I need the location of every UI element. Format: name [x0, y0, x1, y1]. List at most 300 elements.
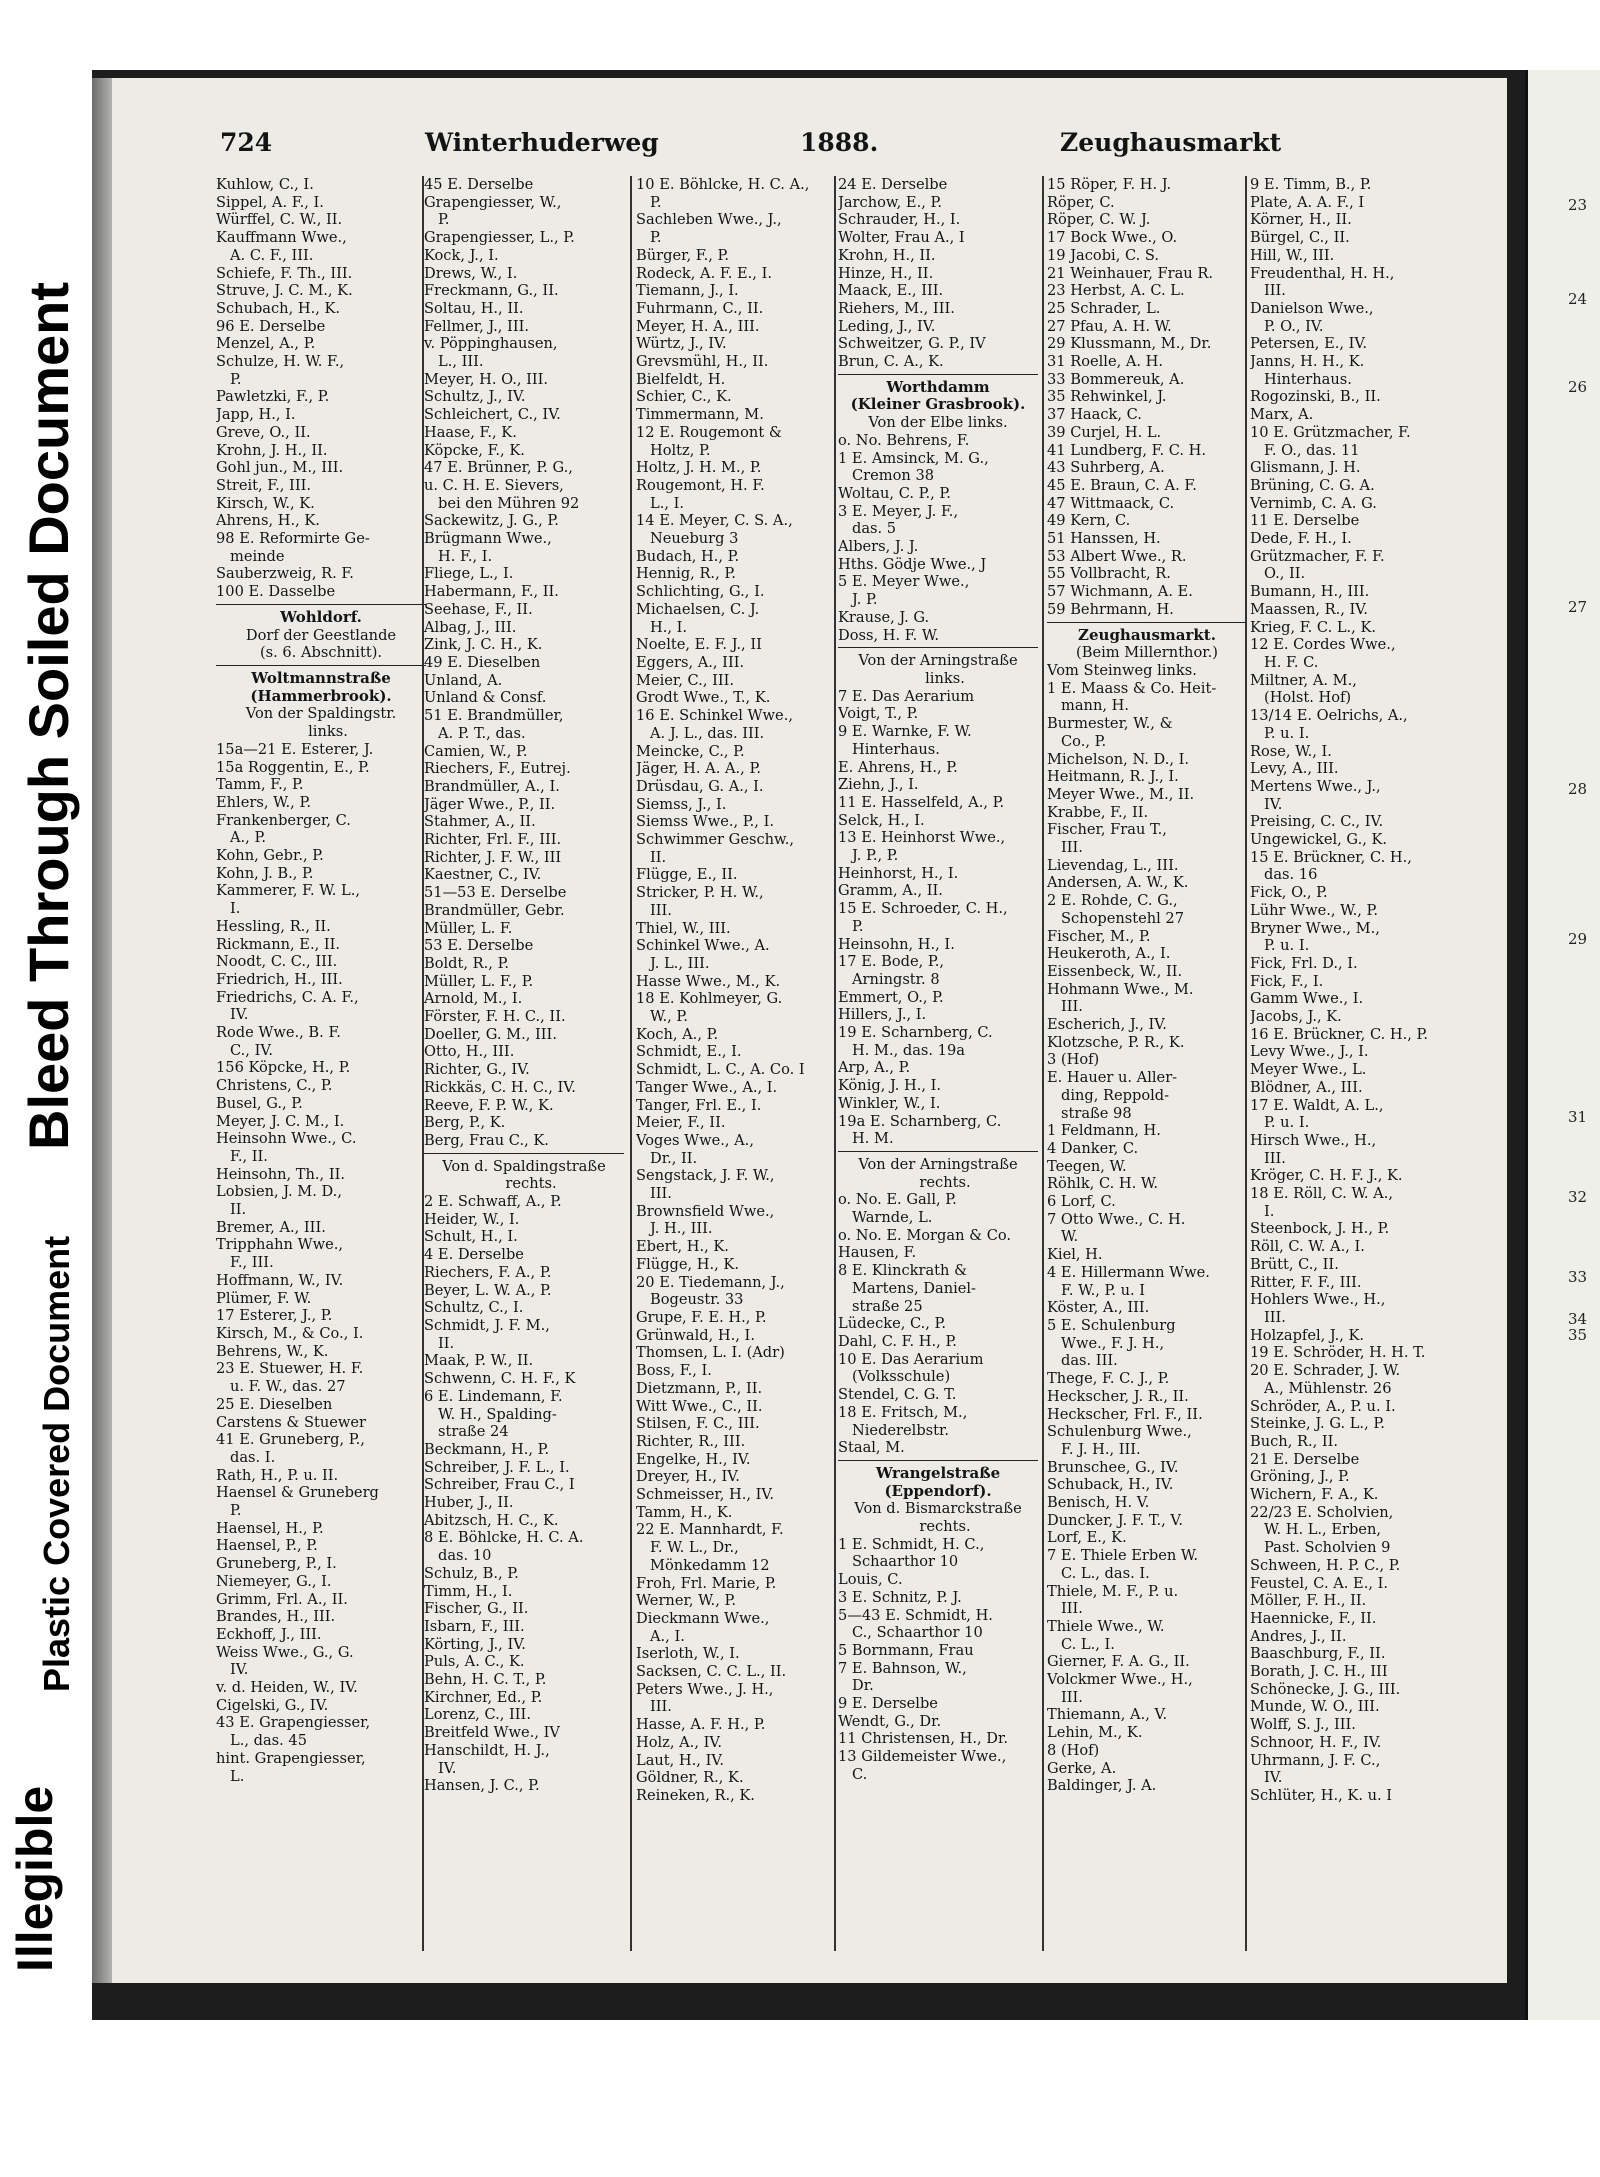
directory-entry: Berg, Frau C., K.	[424, 1131, 549, 1149]
directory-entry: J. P.	[852, 591, 878, 609]
directory-entry: Brügmann Wwe.,	[424, 530, 552, 548]
directory-entry: Grapengiesser, W.,	[424, 193, 562, 211]
directory-entry: 57 Wichmann, A. E.	[1047, 583, 1193, 601]
directory-entry: L., I.	[650, 494, 685, 512]
directory-entry: 55 Vollbracht, R.	[1047, 565, 1171, 583]
directory-entry: Schult, H., I.	[424, 1228, 518, 1246]
directory-entry: Stahmer, A., II.	[424, 813, 536, 831]
directory-entry: Mertens Wwe., J.,	[1250, 777, 1381, 795]
directory-entry: Grevsmühl, H., II.	[636, 353, 769, 371]
directory-entry: Gruneberg, P., I.	[216, 1555, 337, 1573]
directory-entry: Duncker, J. F. T., V.	[1047, 1511, 1184, 1529]
directory-entry: Kuhlow, C., I.	[216, 176, 314, 193]
directory-entry: Breitfeld Wwe., IV	[424, 1724, 560, 1742]
directory-entry: Hausen, F.	[838, 1244, 917, 1262]
directory-entry: Iserloth, W., I.	[636, 1645, 740, 1663]
directory-entry: P. O., IV.	[1264, 317, 1324, 335]
directory-entry: 59 Behrmann, H.	[1047, 600, 1174, 618]
directory-entry: Habermann, F., II.	[424, 583, 559, 601]
directory-entry: Würffel, C. W., II.	[216, 211, 343, 229]
directory-entry: Sengstack, J. F. W.,	[636, 1167, 775, 1185]
directory-entry: Grünwald, H., I.	[636, 1326, 755, 1344]
street-heading: Worthdamm	[886, 377, 990, 396]
directory-entry: Staal, M.	[838, 1439, 905, 1457]
directory-entry: 17 Esterer, J., P.	[216, 1307, 333, 1325]
directory-entry: Kröger, C. H. F. J., K.	[1250, 1167, 1403, 1185]
column-divider	[834, 176, 836, 1951]
directory-entry: Maak, P. W., II.	[424, 1352, 534, 1370]
directory-entry: Steenbock, J. H., P.	[1250, 1220, 1390, 1238]
directory-entry: Krohn, H., II.	[838, 246, 936, 264]
directory-entry: Vom Steinweg links.	[1047, 661, 1197, 679]
directory-entry: Andersen, A. W., K.	[1047, 874, 1189, 892]
directory-entry: Selck, H., I.	[838, 811, 925, 829]
directory-entry: Müller, L. F.	[424, 919, 513, 937]
directory-entry: 17 E. Bode, P.,	[838, 953, 945, 971]
directory-entry: Grapengiesser, L., P.	[424, 229, 575, 247]
facing-page-number: 29	[1568, 930, 1588, 948]
directory-column-1	[216, 176, 426, 1956]
directory-entry: 11 E. Derselbe	[1250, 512, 1360, 530]
directory-entry: Brandmüller, A., I.	[424, 777, 560, 795]
directory-entry: L., das. 45	[230, 1732, 307, 1750]
directory-entry: Dahl, C. F. H., P.	[838, 1333, 957, 1350]
directory-entry: Doss, H. F. W.	[838, 626, 939, 644]
directory-entry: Jäger Wwe., P., II.	[424, 795, 556, 813]
directory-entry: Plümer, F. W.	[216, 1289, 312, 1307]
directory-entry: 21 Weinhauer, Frau R.	[1047, 264, 1213, 282]
directory-entry: III.	[1264, 282, 1286, 300]
directory-entry: Feustel, C. A. E., I.	[1250, 1574, 1389, 1592]
directory-entry: Winkler, W., I.	[838, 1094, 941, 1112]
directory-entry: Von der Spaldingstr.	[245, 705, 397, 723]
directory-entry: 25 Schrader, L.	[1047, 299, 1161, 317]
directory-entry: Albag, J., III.	[424, 618, 517, 636]
directory-entry: Fick, F., I.	[1250, 972, 1324, 990]
directory-entry: Sachleben Wwe., J.,	[636, 211, 782, 229]
directory-column-6	[1250, 176, 1450, 1956]
directory-entry: Noodt, C. C., III.	[216, 953, 338, 971]
directory-entry: Laut, H., IV.	[636, 1751, 724, 1769]
directory-entry: Haennicke, F., II.	[1250, 1609, 1377, 1627]
directory-entry: Reineken, R., K.	[636, 1786, 755, 1804]
directory-entry: Menzel, A., P.	[216, 335, 316, 353]
directory-entry: (Holst. Hof)	[1264, 689, 1352, 707]
directory-entry: Von der Arningstraße	[858, 1155, 1018, 1173]
directory-entry: Röper, C. W. J.	[1047, 211, 1151, 229]
directory-entry: Seehase, F., II.	[424, 600, 533, 618]
directory-entry: Peters Wwe., J. H.,	[636, 1680, 774, 1698]
directory-entry: Schrauder, H., I.	[838, 211, 961, 229]
directory-entry: Holtz, J. H. M., P.	[636, 459, 762, 477]
directory-entry: v. Pöppinghausen,	[424, 335, 558, 353]
directory-entry: Schulz, B., P.	[424, 1564, 519, 1582]
directory-entry: Hths. Gödje Wwe., J	[838, 555, 987, 573]
directory-entry: o. No. E. Morgan & Co.	[838, 1226, 1012, 1244]
directory-entry: IV.	[230, 1661, 249, 1679]
directory-entry: F., II.	[230, 1147, 268, 1165]
directory-entry: 1 Feldmann, H.	[1047, 1122, 1161, 1140]
directory-entry: Co., P.	[1061, 732, 1107, 750]
directory-entry: Preising, C. C., IV.	[1250, 813, 1384, 831]
directory-entry: 11 Christensen, H., Dr.	[838, 1730, 1008, 1748]
directory-entry: Arningstr. 8	[852, 970, 940, 988]
directory-entry: Miltner, A. M.,	[1250, 671, 1357, 689]
directory-entry: Fischer, M., P.	[1047, 927, 1151, 945]
directory-entry: Krabbe, F., II.	[1047, 803, 1149, 821]
directory-entry: P.	[852, 917, 864, 935]
directory-entry: Meyer, J. C. M., I.	[216, 1112, 345, 1130]
directory-entry: 49 Kern, C.	[1047, 512, 1131, 530]
directory-entry: Albers, J. J.	[838, 538, 919, 556]
directory-entry: Schier, C., K.	[636, 388, 732, 406]
directory-column-5	[1047, 176, 1247, 1956]
directory-entry: Schiefe, F. Th., III.	[216, 264, 353, 282]
directory-entry: ding, Reppold-	[1061, 1086, 1170, 1104]
directory-entry: Emmert, O., P.	[838, 988, 944, 1006]
directory-entry: Arnold, M., I.	[424, 990, 523, 1008]
directory-entry: 23 E. Stuewer, H. F.	[216, 1360, 364, 1378]
directory-entry: Grützmacher, F. F.	[1250, 547, 1385, 565]
directory-entry: 12 E. Cordes Wwe.,	[1250, 636, 1396, 654]
directory-entry: Schreiber, Frau C., I	[424, 1476, 575, 1494]
directory-entry: III.	[1061, 839, 1083, 857]
directory-entry: F. O., das. 11	[1264, 441, 1360, 459]
directory-entry: Kammerer, F. W. L.,	[216, 882, 361, 900]
directory-entry: 43 E. Grapengiesser,	[216, 1714, 371, 1732]
directory-entry: Kirsch, M., & Co., I.	[216, 1325, 364, 1342]
directory-entry: C.	[852, 1765, 868, 1783]
directory-entry: 17 E. Waldt, A. L.,	[1250, 1096, 1384, 1114]
directory-entry: Köster, A., III.	[1047, 1299, 1150, 1317]
directory-entry: Voigt, T., P.	[838, 705, 919, 723]
directory-entry: hint. Grapengiesser,	[216, 1749, 366, 1767]
directory-entry: A., P.	[230, 829, 266, 847]
directory-entry: Grodt Wwe., T., K.	[636, 689, 771, 707]
directory-entry: Unland, A.	[424, 671, 503, 689]
directory-entry: Maack, E., III.	[838, 282, 944, 300]
directory-entry: Hennig, R., P.	[636, 565, 736, 583]
directory-entry: F. W., P. u. I	[1061, 1281, 1146, 1299]
directory-entry: E. Ahrens, H., P.	[838, 758, 958, 776]
directory-entry: Meincke, C., P.	[636, 742, 745, 760]
directory-entry: III.	[650, 1185, 672, 1203]
directory-entry: Jarchow, E., P.	[838, 193, 942, 211]
directory-entry: o. No. E. Gall, P.	[838, 1191, 957, 1209]
directory-entry: Schröder, A., P. u. I.	[1250, 1397, 1396, 1415]
directory-entry: 29 Klussmann, M., Dr.	[1047, 335, 1212, 353]
directory-entry: Heckscher, Frl. F., II.	[1047, 1405, 1203, 1423]
directory-entry: Schleichert, C., IV.	[424, 406, 561, 424]
directory-entry: 9 E. Derselbe	[838, 1695, 938, 1713]
directory-entry: 49 E. Dieselben	[424, 653, 541, 671]
directory-entry: Lehin, M., K.	[1047, 1724, 1143, 1742]
directory-entry: Hohmann Wwe., M.	[1047, 980, 1194, 998]
facing-page-number: 33	[1568, 1268, 1588, 1286]
directory-entry: A., I.	[650, 1627, 685, 1645]
directory-entry: Woltau, C. P., P.	[838, 484, 951, 502]
directory-entry: Schulze, H. W. F.,	[216, 353, 345, 371]
directory-entry: Struve, J. C. M., K.	[216, 282, 353, 300]
directory-entry: 20 E. Schrader, J. W.	[1250, 1362, 1401, 1380]
header-left-street: Winterhuderweg	[425, 128, 659, 157]
directory-entry: 22 E. Mannhardt, F.	[636, 1521, 784, 1539]
directory-entry: 4 E. Hillermann Wwe.	[1047, 1263, 1210, 1281]
directory-entry: Krause, J. G.	[838, 608, 930, 626]
directory-entry: 16 E. Brückner, C. H., P.	[1250, 1025, 1429, 1043]
directory-entry: Schreiber, J. F. L., I.	[424, 1458, 570, 1476]
directory-entry: Schwenn, C. H. F., K	[424, 1370, 576, 1388]
directory-entry: Janns, H. H., K.	[1250, 353, 1365, 371]
directory-entry: 100 E. Dasselbe	[216, 583, 336, 601]
directory-entry: Rode Wwe., B. F.	[216, 1024, 341, 1042]
directory-entry: Richter, J. F. W., III	[424, 848, 562, 866]
directory-entry: Hirsch Wwe., H.,	[1250, 1131, 1377, 1149]
directory-entry: Eissenbeck, W., II.	[1047, 962, 1183, 980]
directory-entry: 5 E. Schulenburg	[1047, 1317, 1176, 1334]
directory-entry: Flügge, H., K.	[636, 1255, 739, 1273]
directory-entry: 47 E. Brünner, P. G.,	[424, 459, 573, 477]
directory-entry: Göldner, R., K.	[636, 1769, 744, 1787]
directory-entry: Danielson Wwe.,	[1250, 299, 1374, 317]
directory-entry: III.	[1061, 998, 1083, 1016]
directory-entry: 20 E. Tiedemann, J.,	[636, 1273, 785, 1291]
directory-entry: Camien, W., P.	[424, 742, 528, 760]
directory-entry: Dede, F. H., I.	[1250, 530, 1352, 548]
directory-entry: bei den Mühren 92	[438, 494, 580, 512]
directory-entry: 1 E. Schmidt, H. C.,	[838, 1535, 985, 1553]
facing-page-number: 28	[1568, 780, 1588, 798]
directory-entry: I.	[1264, 1202, 1275, 1220]
street-heading: (Eppendorf).	[884, 1481, 992, 1500]
directory-entry: Friedrichs, C. A. F.,	[216, 988, 359, 1006]
directory-entry: A. P. T., das.	[438, 724, 526, 742]
directory-entry: Schuback, H., IV.	[1047, 1476, 1174, 1494]
directory-entry: Rogozinski, B., II.	[1250, 388, 1381, 406]
directory-entry: Würtz, J., IV.	[636, 335, 727, 353]
directory-entry: Fellmer, J., III.	[424, 317, 529, 335]
directory-entry: 41 E. Gruneberg, P.,	[216, 1431, 365, 1449]
directory-entry: 10 E. Das Aerarium	[838, 1350, 984, 1368]
directory-entry: Witt Wwe., C., II.	[636, 1397, 763, 1415]
directory-entry: Bumann, H., III.	[1250, 583, 1370, 601]
directory-entry: das. 16	[1264, 866, 1318, 884]
directory-entry: v. d. Heiden, W., IV.	[216, 1679, 358, 1697]
directory-entry: Ungewickel, G., K.	[1250, 831, 1388, 849]
directory-entry: L.	[230, 1767, 245, 1785]
directory-entry: Heinsohn Wwe., C.	[216, 1130, 357, 1148]
facing-page-number: 27	[1568, 598, 1588, 616]
directory-entry: Von der Arningstraße	[858, 652, 1018, 670]
directory-entry: Stricker, P. H. W.,	[636, 884, 764, 902]
directory-entry: Richter, Frl. F., III.	[424, 831, 562, 849]
directory-entry: Tanger, Frl. E., I.	[636, 1096, 762, 1114]
directory-entry: Greve, O., II.	[216, 423, 311, 441]
directory-entry: Boldt, R., P.	[424, 954, 510, 972]
directory-entry: Hessling, R., II.	[216, 917, 331, 935]
directory-entry: Levy, A., III.	[1250, 760, 1339, 778]
directory-entry: 1 E. Amsinck, M. G.,	[838, 449, 989, 467]
directory-entry: (Beim Millernthor.)	[1076, 644, 1218, 662]
directory-entry: Levy Wwe., J., I.	[1250, 1043, 1369, 1061]
directory-entry: Haensel & Gruneberg	[216, 1484, 379, 1502]
directory-entry: Wolff, S. J., III.	[1250, 1716, 1356, 1734]
directory-entry: Schmidt, E., I.	[636, 1043, 742, 1061]
directory-entry: III.	[650, 1698, 672, 1716]
directory-entry: Bremer, A., III.	[216, 1218, 326, 1236]
directory-entry: Kaestner, C., IV.	[424, 866, 542, 884]
directory-entry: Neueburg 3	[650, 530, 739, 548]
directory-entry: Fischer, G., II.	[424, 1600, 529, 1618]
directory-entry: 9 E. Timm, B., P.	[1250, 176, 1372, 193]
directory-entry: Heinhorst, H., I.	[838, 864, 959, 882]
directory-entry: Thomsen, L. I. (Adr)	[636, 1344, 785, 1362]
directory-entry: Hohlers Wwe., H.,	[1250, 1291, 1386, 1309]
directory-entry: Gohl jun., M., III.	[216, 459, 344, 477]
directory-entry: meinde	[230, 547, 285, 565]
directory-entry: 13/14 E. Oelrichs, A.,	[1250, 707, 1408, 725]
directory-entry: 51 E. Brandmüller,	[424, 707, 564, 725]
directory-entry: Kohn, J. B., P.	[216, 864, 314, 882]
directory-entry: Schaarthor 10	[852, 1553, 959, 1571]
directory-entry: Past. Scholvien 9	[1264, 1539, 1391, 1557]
header-right-street: Zeughausmarkt	[1060, 128, 1282, 157]
directory-entry: Froh, Frl. Marie, P.	[636, 1574, 777, 1592]
directory-entry: (Volksschule)	[852, 1368, 951, 1386]
directory-entry: 17 Bock Wwe., O.	[1047, 229, 1178, 247]
directory-entry: Christens, C., P.	[216, 1077, 333, 1095]
directory-entry: Sauberzweig, R. F.	[216, 565, 354, 583]
directory-entry: Holz, A., IV.	[636, 1733, 722, 1751]
directory-entry: Schween, H. P. C., P.	[1250, 1556, 1401, 1574]
directory-entry: Hinterhaus.	[1264, 370, 1352, 388]
directory-entry: Von d. Bismarckstraße	[854, 1500, 1022, 1518]
directory-entry: C., IV.	[230, 1041, 273, 1059]
directory-entry: Schulenburg Wwe.,	[1047, 1423, 1192, 1441]
directory-entry: das. III.	[1061, 1352, 1118, 1370]
directory-entry: 18 E. Kohlmeyer, G.	[636, 990, 783, 1008]
directory-entry: 47 Wittmaack, C.	[1047, 494, 1175, 512]
directory-entry: Müller, L. F., P.	[424, 972, 534, 990]
directory-entry: Kock, J., I.	[424, 246, 499, 264]
directory-entry: 14 E. Meyer, C. S. A.,	[636, 512, 793, 530]
directory-entry: 23 Herbst, A. C. L.	[1047, 282, 1185, 300]
directory-entry: Unland & Consf.	[424, 689, 547, 707]
directory-entry: C., Schaarthor 10	[852, 1624, 983, 1642]
directory-entry: Baaschburg, F., II.	[1250, 1645, 1386, 1663]
directory-entry: Lorf, E., K.	[1047, 1529, 1127, 1547]
directory-entry: O., II.	[1264, 565, 1306, 583]
directory-entry: J. L., III.	[650, 954, 710, 972]
directory-entry: links.	[925, 669, 965, 687]
directory-entry: 6 E. Lindemann, F.	[424, 1387, 563, 1405]
illegible-label: Illegible	[7, 1785, 63, 1972]
directory-entry: 9 E. Warnke, F. W.	[838, 723, 972, 741]
directory-entry: 18 E. Röll, C. W. A.,	[1250, 1185, 1393, 1203]
directory-entry: Dr., II.	[650, 1149, 698, 1167]
directory-entry: Glismann, J. H.	[1250, 459, 1361, 477]
directory-entry: P. u. I.	[1264, 724, 1310, 742]
directory-entry: Fischer, Frau T.,	[1047, 821, 1167, 839]
street-heading: Woltmannstraße	[251, 668, 391, 687]
directory-entry: III.	[1061, 1600, 1083, 1618]
directory-entry: Körting, J., IV.	[424, 1635, 526, 1653]
directory-entry: H. M., das. 19a	[852, 1041, 965, 1059]
directory-entry: Ziehn, J., I.	[838, 776, 919, 794]
directory-entry: 4 E. Derselbe	[424, 1246, 524, 1264]
directory-entry: u. C. H. E. Sievers,	[424, 476, 564, 494]
directory-entry: straße 25	[852, 1297, 923, 1315]
directory-entry: Carstens & Stuewer	[216, 1413, 366, 1431]
directory-entry: Brandes, H., III.	[216, 1608, 336, 1626]
directory-entry: Siemss Wwe., P., I.	[636, 813, 774, 831]
directory-entry: 1 E. Maass & Co. Heit-	[1047, 679, 1217, 697]
directory-entry: 19a E. Scharnberg, C.	[838, 1112, 1002, 1130]
directory-entry: Krieg, F. C. L., K.	[1250, 618, 1377, 636]
directory-entry: Fuhrmann, C., II.	[636, 299, 764, 317]
directory-entry: IV.	[438, 1759, 457, 1777]
directory-entry: Puls, A. C., K.	[424, 1653, 525, 1671]
directory-entry: Drews, W., I.	[424, 264, 518, 282]
directory-entry: Gramm, A., II.	[838, 882, 943, 900]
bleed-through-label: Bleed Through Soiled Document	[17, 281, 80, 1150]
directory-entry: P. u. I.	[1264, 937, 1310, 955]
directory-entry: H., I.	[650, 618, 688, 636]
directory-entry: Meyer Wwe., L.	[1250, 1061, 1367, 1079]
directory-entry: 3 E. Schnitz, P. J.	[838, 1588, 962, 1606]
directory-entry: Kirchner, Ed., P.	[424, 1688, 543, 1706]
directory-entry: Maassen, R., IV.	[1250, 600, 1368, 618]
directory-entry: Förster, F. H. C., II.	[424, 1008, 566, 1026]
directory-entry: III.	[1264, 1149, 1286, 1167]
directory-entry: Lüdecke, C., P.	[838, 1315, 947, 1333]
directory-entry: Soltau, H., II.	[424, 299, 524, 317]
directory-entry: 4 Danker, C.	[1047, 1139, 1139, 1157]
column-divider	[1245, 176, 1247, 1951]
directory-entry: Buch, R., II.	[1250, 1432, 1339, 1450]
directory-entry: Abitzsch, H. C., K.	[424, 1511, 559, 1529]
directory-entry: Doeller, G. M., III.	[424, 1025, 557, 1043]
directory-entry: Munde, W. O., III.	[1250, 1698, 1380, 1716]
directory-entry: 51—53 E. Derselbe	[424, 884, 567, 902]
directory-entry: Gierner, F. A. G., II.	[1047, 1653, 1190, 1671]
directory-entry: 8 E. Böhlcke, H. C. A.	[424, 1529, 584, 1547]
directory-entry: Lorenz, C., III.	[424, 1706, 531, 1724]
directory-entry: W., P.	[650, 1008, 688, 1026]
directory-entry: Wolter, Frau A., I	[838, 229, 965, 247]
directory-entry: A. J. L., das. III.	[650, 724, 765, 742]
directory-entry: Michaelsen, C. J.	[636, 600, 760, 618]
directory-entry: 22/23 E. Scholvien,	[1250, 1503, 1394, 1521]
directory-entry: H. M.	[852, 1130, 894, 1148]
directory-entry: Lievendag, L., III.	[1047, 856, 1179, 874]
directory-entry: Bielfeldt, H.	[636, 370, 726, 388]
directory-entry: Rodeck, A. F. E., I.	[636, 264, 772, 282]
directory-entry: Dr.	[852, 1677, 874, 1695]
directory-entry: Hill, W., III.	[1250, 246, 1335, 264]
directory-entry: Gerke, A.	[1047, 1759, 1117, 1777]
directory-entry: Behrens, W., K.	[216, 1342, 329, 1360]
directory-entry: 3 E. Meyer, J. F.,	[838, 502, 959, 520]
directory-entry: Wwe., F. J. H.,	[1061, 1334, 1165, 1352]
directory-entry: Fick, Frl. D., I.	[1250, 954, 1358, 972]
directory-entry: 5—43 E. Schmidt, H.	[838, 1606, 993, 1624]
directory-entry: Stendel, C. G. T.	[838, 1386, 957, 1404]
directory-entry: Hansen, J. C., P.	[424, 1777, 540, 1795]
column-divider	[1042, 176, 1044, 1951]
directory-entry: Kiel, H.	[1047, 1246, 1103, 1264]
directory-entry: rechts.	[919, 1518, 971, 1536]
